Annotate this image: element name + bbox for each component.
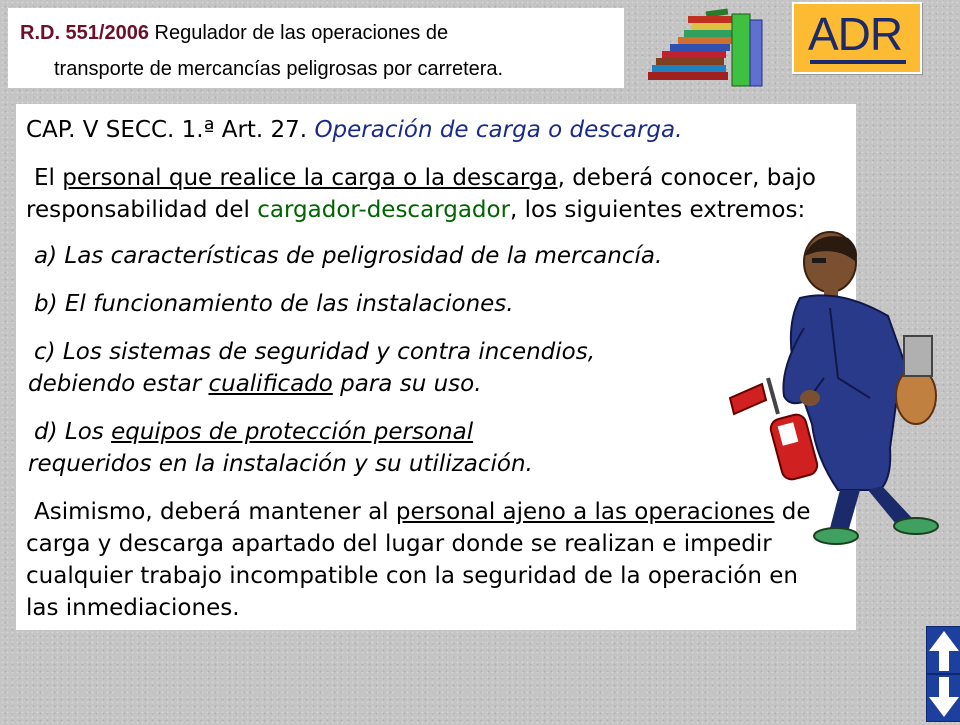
section-heading bbox=[26, 114, 682, 146]
paragraph-2-line-4: las inmediaciones. bbox=[26, 595, 240, 621]
item-c-line-1: c) Los sistemas de seguridad y contra incendios, bbox=[34, 339, 596, 365]
navigation-buttons bbox=[922, 622, 960, 720]
p1-text-d: , los siguientes extremos: bbox=[510, 197, 806, 223]
title-text: Regulador de las operaciones de bbox=[148, 22, 449, 44]
paragraph-2-line-1 bbox=[34, 496, 811, 528]
item-c-text-a: debiendo estar bbox=[28, 371, 209, 397]
next-slide-button[interactable] bbox=[926, 674, 960, 722]
paragraph-2-line-3: cualquier trabajo incompatible con la seguridad de la operación en bbox=[26, 563, 798, 589]
paragraph-1-line-2 bbox=[26, 194, 805, 226]
document-subtitle: transporte de mercancías peligrosas por carretera. bbox=[54, 58, 504, 80]
heading-ref: CAP. V SECC. 1.ª Art. 27. bbox=[26, 117, 315, 143]
item-d-text-a: d) Los bbox=[34, 419, 112, 445]
worker-with-extinguisher-illustration bbox=[720, 228, 960, 558]
item-d-underlined: equipos de protección personal bbox=[111, 419, 474, 445]
p1-text-b: , deberá conocer, bajo bbox=[557, 165, 816, 191]
p1-text-c: responsabilidad del bbox=[26, 197, 258, 223]
p1-green: cargador-descargador bbox=[257, 197, 511, 223]
item-c-text-b: para su uso. bbox=[332, 371, 482, 397]
arrow-down-icon bbox=[927, 675, 960, 721]
paragraph-2-line-2: carga y descarga apartado del lugar donde se realizan e impedir bbox=[26, 531, 772, 557]
title-box bbox=[8, 8, 624, 88]
p2-text-b: de bbox=[774, 499, 811, 525]
p2-text-a: Asimismo, deberá mantener al bbox=[34, 499, 396, 525]
item-c-underlined: cualificado bbox=[208, 371, 333, 397]
adr-logo bbox=[792, 2, 922, 74]
item-c-line-2 bbox=[28, 368, 482, 400]
logo-text: ADR bbox=[808, 8, 903, 60]
document-title bbox=[20, 22, 448, 45]
books-icon bbox=[648, 4, 778, 90]
heading-title: Operación de carga o descarga. bbox=[314, 117, 683, 143]
item-d-line-1 bbox=[34, 416, 473, 448]
arrow-up-icon bbox=[927, 627, 960, 673]
logo-underline bbox=[810, 60, 906, 64]
previous-slide-button[interactable] bbox=[926, 626, 960, 674]
p2-underlined: personal ajeno a las operaciones bbox=[395, 499, 775, 525]
p1-text-a: El bbox=[34, 165, 63, 191]
item-a: a) Las características de peligrosidad de la mercancía. bbox=[34, 243, 663, 269]
item-b: b) El funcionamiento de las instalaciones. bbox=[34, 291, 514, 317]
item-d-line-2: requeridos en la instalación y su utilización. bbox=[28, 451, 533, 477]
paragraph-1-line-1 bbox=[34, 162, 816, 194]
title-reference: R.D. 551/2006 bbox=[20, 22, 149, 44]
p1-underlined: personal que realice la carga o la descarga bbox=[62, 165, 558, 191]
